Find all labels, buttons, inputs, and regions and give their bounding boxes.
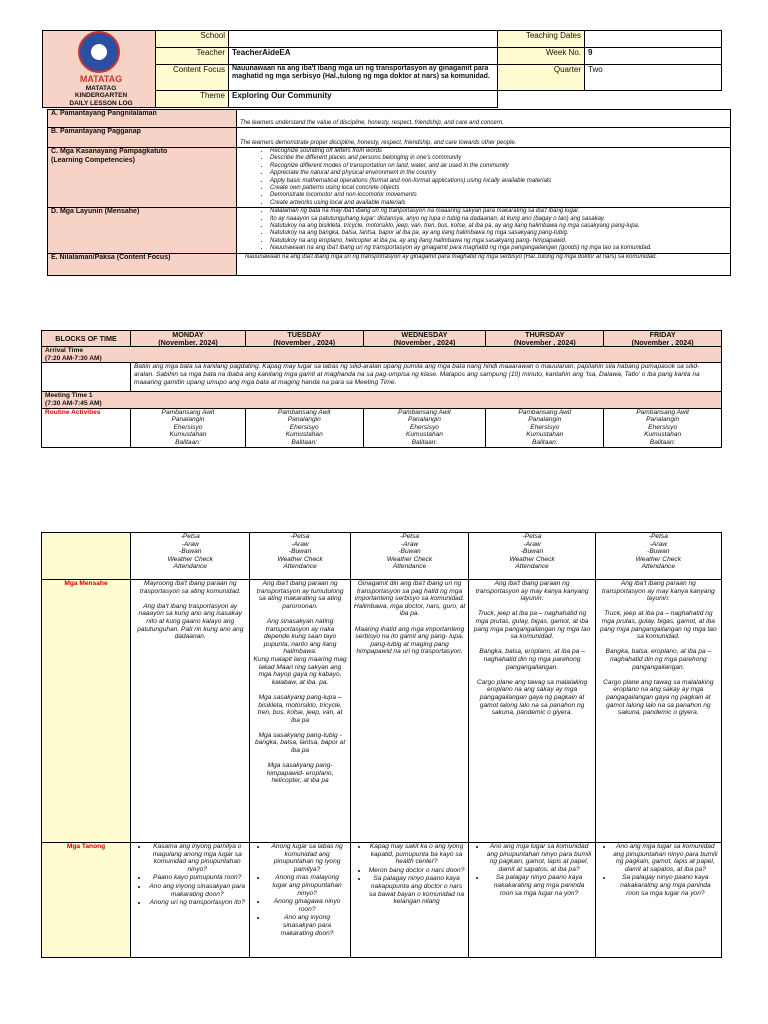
question-item: • Anong mas malayong lugar ang pinupuntahan ninyo? — [267, 874, 346, 897]
message-monday: Mayroong iba't ibang paraan ng trasportasyon sa ating komunidad. Ang iba't ibang trasportasyon ay naaayon sa kung ano ang isasakay nito at kung gaano kalayo ang patutunguhan. Pati rin kung ano ang dadaanan. — [131, 580, 250, 843]
topic-text: Nauunawaan na ang iba't ibang mga uri ng transportasyon ay ginagamit para maghatid ng mga serbisyo (Hal.,tulong ng mga doktor at nars) sa komunidad. — [237, 253, 731, 275]
competency-item: • Demonstrate locomotor and non-locomotor movements — [270, 192, 727, 199]
routine-item: Balitaan: — [649, 438, 676, 446]
continuation-item: -Petsa — [180, 533, 200, 540]
matatag-brand: MATATAG — [79, 74, 123, 84]
routine-item: Pambansang Awit — [636, 408, 690, 416]
day-header-monday — [131, 331, 246, 347]
routine-item: Kumustahan — [285, 431, 323, 439]
question-item: • Kapag may sakit ka o ang iyong kapatid, pumupunta ba kayo sa health center? — [368, 843, 466, 866]
routine-item: Kumustahan — [644, 431, 682, 439]
header-empty — [498, 91, 585, 108]
meeting-time-label: Meeting Time 1 (7:30 AM-7:45 AM) — [42, 392, 722, 408]
competency-item: • Recognize different modes of transportation on land, water, and air used in the community — [270, 163, 727, 170]
continuation-item: -Buwan — [179, 548, 202, 556]
objective-item: • Natutukoy na ang eroplano, helicopter at iba pa, ay ang ilang halimbawa ng mga sasakyang pang- himpapawid. — [270, 238, 727, 245]
deped-logo — [43, 31, 156, 108]
routine-item: Balitaan: — [411, 438, 438, 446]
message-thursday: Ang iba't ibang paraan ng transportasyon ay may kanya kanyang layunin: Truck, jeep at iba pa – naghahatid ng mga prutas, gulay, bigas, gamot, at iba pang mga pangangailangan ng mga tao sa komunidad. Bangka, balsa, eroplano, at iba pa – naghahatid din ng mga parehong pangangailangan. Cargo plane ang tawag sa malalaking eroplano na ang sakay ay mga pangagailangan gaya ng pagkain at gamot lalong lalo na sa panahon ng sakuna, pandemic o giyera. — [469, 580, 595, 843]
logo-line2: KINDERGARTEN — [74, 92, 128, 100]
continuation-item: Weather Check — [167, 555, 213, 563]
routine-cell — [131, 408, 246, 447]
blocks-header: BLOCKS OF TIME — [42, 331, 131, 347]
question-item: • Ano ang inyong sinasakyan para makarating doon? — [148, 883, 246, 898]
continuation-item: -Araw — [400, 540, 419, 548]
day-date: (November, 2024) — [158, 337, 218, 347]
competency-item: • Create own patterns using local concrete objects — [270, 185, 727, 192]
continuation-item: -Buwan — [520, 548, 544, 556]
day-name: FRIDAY — [649, 330, 676, 339]
standard-a-label: A. Pamantayang Pangnilalaman — [48, 110, 237, 128]
objective-item: • Nalalaman ng bata na may iba't ibang uri ng tranportasyon na maaaring sakyan para makarating sa iba't ibang lugar. — [270, 208, 727, 215]
routine-item: Panalangin — [646, 416, 680, 424]
continuation-label-empty — [42, 533, 131, 580]
quarter-value: Two — [585, 65, 722, 91]
question-item: • Sa palagay ninyo paano kaya nakakarating ang mga paninda roon sa mga lugar na yon? — [486, 874, 591, 897]
routine-cell — [486, 408, 604, 447]
routine-item: Panalangin — [407, 416, 441, 424]
continuation-item: Attendance — [641, 563, 676, 571]
standard-b-label: B. Pamantayang Pagganap — [48, 128, 237, 148]
competencies-label: C. Mga Kasanayang Pampagkatuto (Learning Competencies) — [48, 148, 237, 208]
routine-item: Ehersisyo — [409, 423, 439, 431]
standard-a-text: The learners understand the value of discipline, honesty, respect, friendship, and care and concern. — [237, 110, 731, 128]
routine-item: Balitaan: — [531, 438, 558, 446]
question-item: • Ano ang inyong sinasakyan para makarating doon? — [267, 914, 346, 937]
question-item: • Anong lugar sa labas ng komunidad ang pinupuntahan ng iyong pamilya? — [267, 843, 346, 873]
content-focus-value: Nauunawaan na ang iba't ibang mga uri ng transportasyon ay ginagamit para maghatid ng mga serbisyo (Hal.,tulong ng mga doktor at nars) sa komunidad. — [229, 65, 498, 91]
message-tuesday: Ang iba't ibang paraan ng transportasyon ay tumutulong sa ating makarating sa ating paroroonan. Ang sinasakyan nating transportasyon ay naka depende kung saan tayo pupunta, narito ang ilang halimbawa: Kung malapit lang maaring mag lakad Maari ring sakyan ang mga hayop gaya ng kabayo, kalabaw, at iba. pa. Mga sasakyang pang-lupa – bisikleta, motorsiklo, tricycle, tren, bus, kotse, jeep, van, at iba pa Mga sasakyang pang-tubig - bangka, balsa, lantsa, bapor at iba pa Mga sasakyang pang-himpapawid- eroplano, helicopter, at iba pa — [250, 580, 350, 843]
routine-item: Kumustahan — [405, 431, 443, 439]
header-empty — [585, 91, 722, 108]
day-date: (November , 2024) — [393, 337, 456, 347]
routine-item: Pambansang Awit — [277, 408, 331, 416]
continuation-item: -Buwan — [647, 548, 670, 556]
day-date: (November , 2024) — [631, 337, 694, 347]
routine-activities-label: Routine Activities — [42, 408, 131, 447]
day-name: MONDAY — [172, 330, 204, 339]
standards-table — [47, 109, 731, 276]
arrival-time-label: Arrival Time (7:20 AM-7:30 AM) — [42, 347, 722, 363]
question-item: • Paano kayo pumupunta roon? — [148, 874, 246, 882]
routine-item: Kumustahan — [526, 431, 564, 439]
continuation-item: -Petsa — [290, 533, 310, 540]
competency-item: • Appreciate the natural and physical environment in the country — [270, 170, 727, 177]
routine-item: Ehersisyo — [289, 423, 319, 431]
continuation-item: -Araw — [181, 540, 199, 548]
questions-friday — [595, 843, 721, 958]
logo-line3: DAILY LESSON LOG — [69, 99, 133, 107]
teacher-label: Teacher — [156, 48, 229, 65]
continuation-item: Attendance — [392, 563, 427, 571]
objective-item: • Nauunawaan na ang iba't ibang uri ng transportasyon ay ginagamit para maghatid ng mga pangangailangan (goods) ng mga tao sa komunidad. — [270, 245, 727, 252]
topic-label: E. Nilalaman/Paksa (Content Focus) — [48, 253, 237, 275]
question-item: • Ano ang mga lugar sa komunidad ang pinupuntahan ninyo para bumili ng pagkain, gamot, lapis at papel, damit at sapatos, at iba pa? — [613, 843, 718, 873]
standard-b-text: The learners demonstrate proper discipline, honesty, respect, friendship, and care towards other people. — [237, 128, 731, 148]
teacher-value: TeacherAideEA — [229, 48, 498, 65]
continuation-item: Weather Check — [509, 555, 555, 563]
routine-item: Ehersisyo — [530, 423, 560, 431]
competency-item: • Describe the different places and persons belonging in one's community — [270, 155, 727, 162]
continuation-item: -Araw — [649, 540, 667, 548]
routine-item: Panalangin — [528, 416, 562, 424]
continuation-item: -Araw — [291, 540, 309, 548]
message-friday: Ang iba't ibang paraan ng transportasyon ay may kanya kanyang layunin: Truck, jeep at iba pa – naghahatid ng mga prutas, gulay, bigas, gamot, at iba pang mga pangangailangan ng mga tao sa komunidad. Bangka, balsa, eroplano, at iba pa – naghahatid din ng mga parehong pangangailangan. Cargo plane ang tawag sa malalaking eroplano na ang sakay ay mga pangagailangan gaya ng pagkain at gamot lalong lalo na sa panahon ng sakuna, pandemic o giyera. — [595, 580, 721, 843]
question-item: • Kasama ang inyong pamilya o magulang anong mga lugar sa komunidad ang pinupuntahan ninyo? — [148, 843, 246, 873]
objective-item: • Natutukoy na ang bisikleta, tricycle, motorsiklo, jeep, van, tren, bus, kotse, at iba pa, ay ang ilang halimbawa ng mga sasakyang pang-lupa. — [270, 223, 727, 230]
questions-tuesday — [250, 843, 350, 958]
content-focus-label: Content Focus — [156, 65, 229, 91]
questions-label: Mga Tanong — [42, 843, 131, 958]
routine-cell — [604, 408, 722, 447]
messages-label: Mga Mensahe — [42, 580, 131, 843]
routine-item: Pambansang Awit — [518, 408, 572, 416]
teaching-dates-label: Teaching Dates — [498, 31, 585, 48]
week-label: Week No. — [498, 48, 585, 65]
continuation-item: -Buwan — [288, 548, 312, 556]
routine-item: Pambansang Awit — [398, 408, 451, 416]
continuation-cell — [250, 533, 350, 580]
continuation-item: Weather Check — [386, 555, 433, 563]
continuation-item: Weather Check — [635, 555, 681, 563]
day-name: THURSDAY — [525, 330, 565, 339]
day-date: (November , 2024) — [273, 337, 336, 347]
lesson-continuation-table — [41, 532, 722, 958]
question-item: • Sa palagay ninyo paano kaya nakakarating ang mga paninda roon sa mga lugar na yon? — [613, 874, 718, 897]
competencies-list — [237, 148, 731, 208]
continuation-item: -Petsa — [522, 533, 542, 540]
continuation-cell — [469, 533, 595, 580]
school-value — [229, 31, 498, 48]
arrival-empty — [42, 363, 131, 392]
routine-cell — [363, 408, 486, 447]
continuation-cell — [131, 533, 250, 580]
questions-wednesday — [350, 843, 469, 958]
routine-item: Panalangin — [171, 416, 205, 424]
routine-item: Ehersisyo — [648, 423, 678, 431]
question-item: • Anong uri ng transportasyon ito? — [148, 899, 246, 907]
continuation-cell — [595, 533, 721, 580]
routine-item: Pambansang Awit — [161, 408, 215, 416]
routine-item: Balitaan: — [291, 438, 318, 446]
objective-item: • Natutukoy na ang bangka, balsa, lantsa, bapor at iba pa, ay ang ilang halimbawa ng mga sasakyang pang-tubig. — [270, 230, 727, 237]
quarter-label: Quarter — [498, 65, 585, 91]
continuation-item: Attendance — [173, 563, 207, 571]
competency-item: • Recognize sounding off letters from words — [270, 148, 727, 155]
continuation-item: -Buwan — [398, 548, 421, 556]
continuation-item: -Araw — [523, 540, 541, 548]
theme-label: Theme — [156, 91, 229, 108]
day-name: WEDNESDAY — [401, 330, 448, 339]
day-date: (November , 2024) — [513, 337, 576, 347]
continuation-item: -Petsa — [648, 533, 668, 540]
questions-thursday — [469, 843, 595, 958]
objectives-list — [237, 208, 731, 253]
continuation-item: Weather Check — [277, 555, 323, 563]
competency-item: • Apply basic mathematical operations (formal and non-formal applications) using locally available materials — [270, 178, 727, 185]
header-table — [42, 30, 722, 108]
school-label: School — [156, 31, 229, 48]
routine-item: Balitaan: — [175, 438, 201, 446]
day-header-friday — [604, 331, 722, 347]
question-item: • Anong ginagawa ninyo roon? — [267, 898, 346, 913]
week-table — [41, 330, 722, 448]
continuation-item: Attendance — [515, 563, 549, 571]
routine-item: Panalangin — [287, 416, 321, 424]
day-header-tuesday — [245, 331, 363, 347]
question-item: • Ano ang mga lugar sa komunidad ang pinupuntahan ninyo para bumili ng pagkain, gamot, lapis at papel, damit at sapatos, at iba pa? — [486, 843, 591, 873]
question-item: • Sa palagay ninyo paano kaya nakapupunta ang doctor o nars sa bawat bayan o komunidad na kelangan nilang — [368, 875, 466, 905]
routine-item: Kumustahan — [169, 431, 207, 439]
day-header-wednesday — [363, 331, 486, 347]
routine-item: Ehersisyo — [173, 423, 203, 431]
theme-value: Exploring Our Community — [229, 91, 498, 108]
continuation-item: -Petsa — [400, 533, 420, 540]
logo-line1: MATATAG — [85, 84, 117, 92]
objectives-label: D. Mga Layunin (Mensahe) — [48, 208, 237, 253]
week-value: 9 — [585, 48, 722, 65]
teaching-dates-value — [585, 31, 722, 48]
arrival-text: Batiin ang mga bata sa kanilang pagdating. Kapag may lugar sa labas ng silid-aralan upang pumila ang mga bata nang hindi maaarawan o mauulanan, papilahin sila habang pumapasok sa silid-aralan. Sabihin sa mga bata na ibaba ang kanilang mga gamit at maghanda na sa pag-umpisa ng klase. Matapos ang sampung (10) minuto, kantahin ang 'Isa, Dalawa, Tatlo' o iba pang kanta na maaaring gamitin upang umupo ang mga bata at maging handa na para sa Meeting Time. — [131, 363, 722, 392]
questions-monday — [131, 843, 250, 958]
continuation-item: Attendance — [283, 563, 317, 571]
routine-cell — [245, 408, 363, 447]
competency-item: • Create artworks using local and available materials — [270, 200, 727, 207]
question-item: • Meron bang doctor o nars doon? — [368, 867, 466, 875]
message-wednesday: Ginagamit din ang iba't ibang uri ng transportasyon sa pag hatid ng mga importanteng serbisyo sa komunidad. Halimbawa, mga doctor, nars, guro, at iba pa. Maaring ihatid ang mga importanteng serbisyo na ito gamit ang pang- lupa, pang-tubig at maging pang himpapawid na uri ng trasportasyon. — [350, 580, 469, 843]
deped-seal-icon — [78, 31, 120, 73]
continuation-cell — [350, 533, 469, 580]
day-name: TUESDAY — [287, 330, 322, 339]
day-header-thursday — [486, 331, 604, 347]
objective-item: • Ito ay naaayon sa patutunguhang lugar: distansya, anyo ng lupa o tubig na dadaanan, at kung ano (bagay o tao) ang sasakay. — [270, 216, 727, 223]
